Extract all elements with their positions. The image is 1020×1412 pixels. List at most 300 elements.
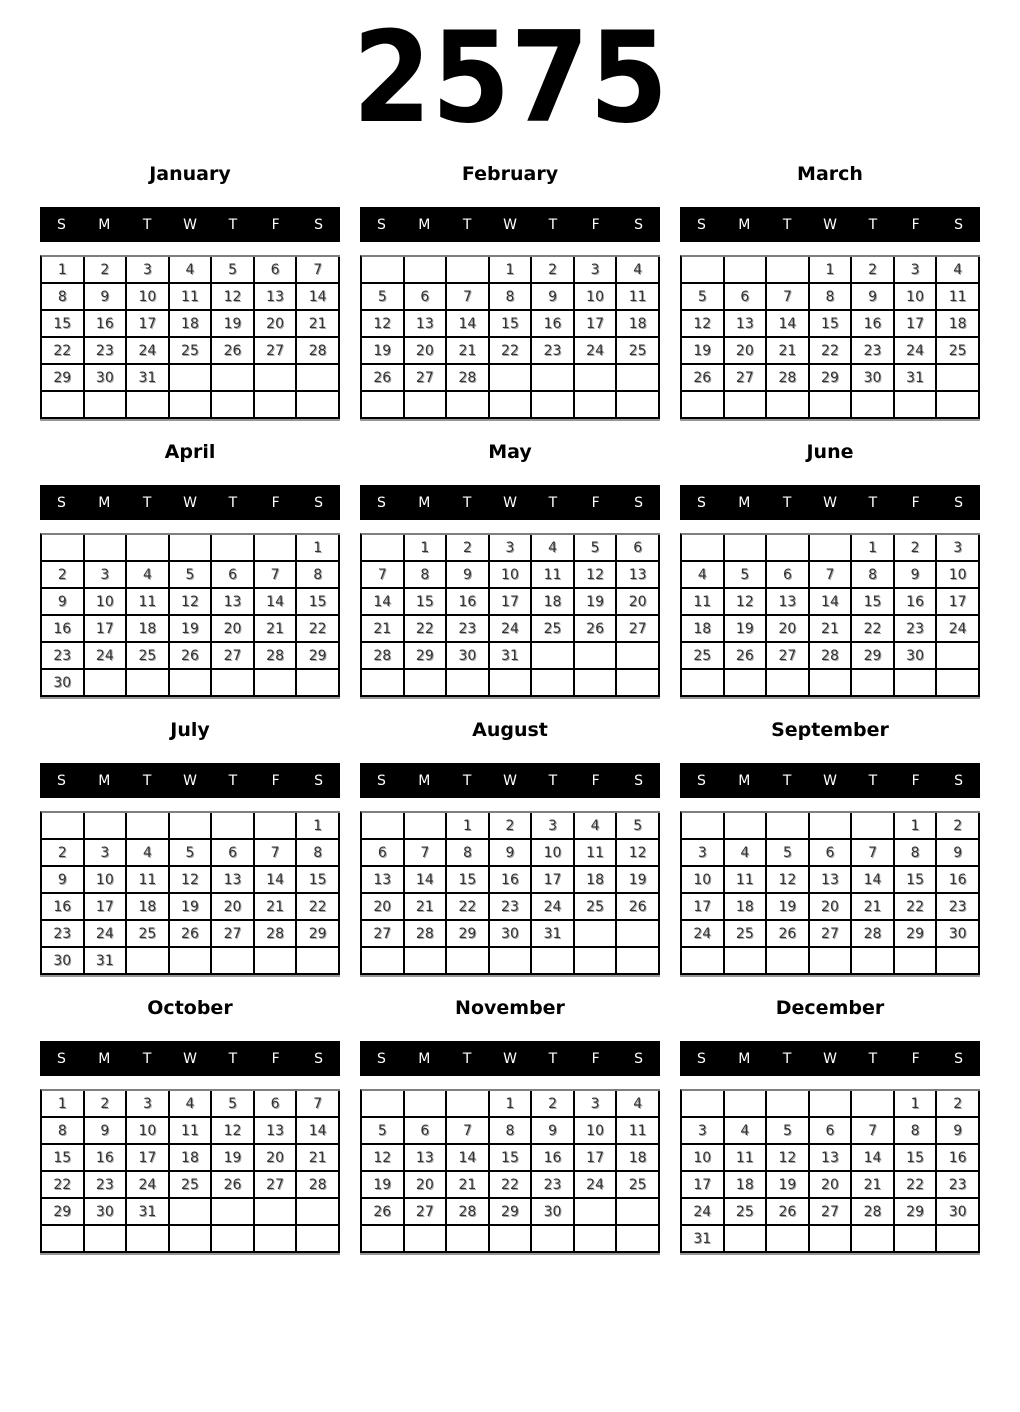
month-title: July bbox=[170, 719, 210, 741]
weekday-header-row bbox=[40, 763, 340, 798]
date-cell: 19 bbox=[767, 1172, 810, 1199]
weekday-label: T bbox=[142, 1050, 152, 1067]
date-cell bbox=[852, 948, 895, 975]
week-row bbox=[362, 840, 660, 867]
date-cell: 18 bbox=[937, 311, 980, 338]
date-cell: 22 bbox=[490, 338, 533, 365]
date-cell bbox=[682, 670, 725, 697]
date-cell bbox=[212, 813, 255, 840]
date-cell: 14 bbox=[852, 1145, 895, 1172]
weekday-label: F bbox=[911, 772, 920, 789]
date-cell bbox=[810, 1226, 853, 1253]
weekday-label: M bbox=[98, 494, 111, 511]
date-cell: 14 bbox=[255, 589, 298, 616]
date-cell bbox=[405, 1226, 448, 1253]
date-cell: 5 bbox=[170, 562, 213, 589]
date-cell: 7 bbox=[852, 840, 895, 867]
date-cell bbox=[127, 392, 170, 419]
date-cell bbox=[42, 813, 85, 840]
date-cell: 24 bbox=[575, 1172, 618, 1199]
date-cell: 20 bbox=[212, 616, 255, 643]
week-row bbox=[42, 1172, 340, 1199]
month-date-grid bbox=[40, 533, 340, 697]
weekday-header-row bbox=[360, 763, 660, 798]
date-cell: 28 bbox=[447, 365, 490, 392]
date-cell: 7 bbox=[362, 562, 405, 589]
date-cell: 24 bbox=[682, 1199, 725, 1226]
date-cell: 31 bbox=[127, 365, 170, 392]
weekday-label: F bbox=[591, 772, 600, 789]
date-cell: 12 bbox=[725, 589, 768, 616]
date-cell: 2 bbox=[895, 535, 938, 562]
date-cell: 23 bbox=[937, 1172, 980, 1199]
date-cell bbox=[85, 1226, 128, 1253]
date-cell bbox=[490, 1226, 533, 1253]
week-row bbox=[42, 338, 340, 365]
date-cell: 1 bbox=[405, 535, 448, 562]
date-cell: 26 bbox=[170, 921, 213, 948]
date-cell bbox=[682, 948, 725, 975]
date-cell bbox=[362, 1091, 405, 1118]
date-cell bbox=[575, 1226, 618, 1253]
date-cell: 5 bbox=[617, 813, 660, 840]
date-cell bbox=[895, 1226, 938, 1253]
date-cell bbox=[852, 1226, 895, 1253]
date-cell bbox=[682, 535, 725, 562]
date-cell: 29 bbox=[810, 365, 853, 392]
date-cell: 1 bbox=[490, 257, 533, 284]
month-calendar bbox=[680, 433, 980, 711]
date-cell bbox=[405, 392, 448, 419]
week-row bbox=[42, 284, 340, 311]
weekday-label: S bbox=[954, 494, 964, 511]
weekday-label: T bbox=[868, 772, 878, 789]
date-cell: 6 bbox=[810, 840, 853, 867]
date-cell bbox=[617, 392, 660, 419]
date-cell: 19 bbox=[617, 867, 660, 894]
month-calendar bbox=[40, 711, 340, 989]
date-cell: 8 bbox=[490, 284, 533, 311]
date-cell: 15 bbox=[42, 1145, 85, 1172]
weekday-label: F bbox=[911, 494, 920, 511]
date-cell: 23 bbox=[447, 616, 490, 643]
date-cell: 1 bbox=[852, 535, 895, 562]
week-row bbox=[362, 535, 660, 562]
date-cell: 20 bbox=[255, 311, 298, 338]
date-cell bbox=[362, 948, 405, 975]
weekday-header-row bbox=[360, 207, 660, 242]
weekday-label: T bbox=[462, 1050, 472, 1067]
month-date-grid bbox=[680, 811, 980, 975]
date-cell bbox=[212, 948, 255, 975]
weekday-header-row bbox=[680, 763, 980, 798]
date-cell bbox=[575, 365, 618, 392]
date-cell: 7 bbox=[255, 562, 298, 589]
date-cell: 30 bbox=[85, 1199, 128, 1226]
date-cell: 20 bbox=[767, 616, 810, 643]
week-row bbox=[682, 392, 980, 419]
date-cell: 2 bbox=[42, 840, 85, 867]
date-cell: 26 bbox=[767, 921, 810, 948]
date-cell: 28 bbox=[810, 643, 853, 670]
date-cell: 16 bbox=[895, 589, 938, 616]
week-row bbox=[362, 813, 660, 840]
date-cell bbox=[212, 1226, 255, 1253]
weekday-label: F bbox=[271, 216, 280, 233]
month-title: June bbox=[806, 441, 854, 463]
date-cell bbox=[405, 813, 448, 840]
week-row bbox=[682, 562, 980, 589]
date-cell: 1 bbox=[810, 257, 853, 284]
date-cell bbox=[85, 535, 128, 562]
date-cell bbox=[767, 535, 810, 562]
date-cell: 5 bbox=[575, 535, 618, 562]
date-cell: 8 bbox=[297, 562, 340, 589]
date-cell bbox=[447, 257, 490, 284]
date-cell: 4 bbox=[725, 1118, 768, 1145]
week-row bbox=[682, 894, 980, 921]
date-cell bbox=[810, 670, 853, 697]
date-cell bbox=[617, 948, 660, 975]
weekday-label: T bbox=[868, 216, 878, 233]
date-cell: 13 bbox=[405, 1145, 448, 1172]
date-cell: 31 bbox=[127, 1199, 170, 1226]
week-row bbox=[362, 338, 660, 365]
date-cell bbox=[575, 948, 618, 975]
week-row bbox=[362, 1118, 660, 1145]
date-cell: 19 bbox=[362, 1172, 405, 1199]
date-cell bbox=[212, 535, 255, 562]
date-cell: 28 bbox=[362, 643, 405, 670]
date-cell: 29 bbox=[297, 921, 340, 948]
date-cell: 5 bbox=[170, 840, 213, 867]
date-cell: 6 bbox=[362, 840, 405, 867]
date-cell bbox=[170, 365, 213, 392]
week-row bbox=[362, 643, 660, 670]
date-cell: 21 bbox=[447, 1172, 490, 1199]
week-row bbox=[362, 894, 660, 921]
date-cell: 2 bbox=[490, 813, 533, 840]
date-cell bbox=[575, 392, 618, 419]
weekday-label: S bbox=[376, 216, 386, 233]
date-cell: 8 bbox=[42, 1118, 85, 1145]
date-cell bbox=[575, 921, 618, 948]
month-date-grid bbox=[680, 255, 980, 419]
date-cell: 21 bbox=[852, 894, 895, 921]
date-cell: 25 bbox=[170, 338, 213, 365]
week-row bbox=[42, 921, 340, 948]
date-cell: 22 bbox=[490, 1172, 533, 1199]
weekday-label: W bbox=[823, 772, 837, 789]
date-cell bbox=[255, 1199, 298, 1226]
week-row bbox=[682, 643, 980, 670]
month-title: December bbox=[775, 997, 885, 1019]
month-calendar bbox=[360, 433, 660, 711]
date-cell: 10 bbox=[85, 589, 128, 616]
date-cell bbox=[297, 670, 340, 697]
week-row bbox=[42, 616, 340, 643]
date-cell: 10 bbox=[85, 867, 128, 894]
week-row bbox=[682, 257, 980, 284]
weekday-label: W bbox=[183, 494, 197, 511]
date-cell: 9 bbox=[85, 284, 128, 311]
date-cell bbox=[725, 813, 768, 840]
week-row bbox=[42, 1226, 340, 1253]
date-cell: 9 bbox=[937, 840, 980, 867]
week-row bbox=[42, 392, 340, 419]
date-cell bbox=[532, 1226, 575, 1253]
date-cell: 4 bbox=[170, 1091, 213, 1118]
date-cell: 2 bbox=[447, 535, 490, 562]
week-row bbox=[682, 616, 980, 643]
week-row bbox=[362, 392, 660, 419]
date-cell bbox=[725, 1226, 768, 1253]
weekday-label: T bbox=[228, 494, 238, 511]
weekday-label: F bbox=[271, 772, 280, 789]
date-cell: 11 bbox=[725, 867, 768, 894]
date-cell bbox=[810, 948, 853, 975]
date-cell: 11 bbox=[617, 284, 660, 311]
week-row bbox=[362, 1172, 660, 1199]
weekday-label: S bbox=[696, 494, 706, 511]
week-row bbox=[42, 670, 340, 697]
date-cell: 29 bbox=[42, 1199, 85, 1226]
date-cell: 6 bbox=[255, 257, 298, 284]
date-cell bbox=[725, 948, 768, 975]
week-row bbox=[42, 311, 340, 338]
date-cell: 23 bbox=[895, 616, 938, 643]
date-cell: 23 bbox=[937, 894, 980, 921]
date-cell bbox=[212, 670, 255, 697]
date-cell: 15 bbox=[895, 1145, 938, 1172]
date-cell: 30 bbox=[42, 948, 85, 975]
date-cell: 28 bbox=[852, 1199, 895, 1226]
date-cell bbox=[532, 365, 575, 392]
week-row bbox=[682, 338, 980, 365]
date-cell: 11 bbox=[170, 1118, 213, 1145]
weekday-label: M bbox=[418, 1050, 431, 1067]
date-cell: 10 bbox=[127, 1118, 170, 1145]
date-cell: 2 bbox=[937, 1091, 980, 1118]
date-cell: 12 bbox=[767, 867, 810, 894]
weekday-label: S bbox=[696, 216, 706, 233]
date-cell: 17 bbox=[490, 589, 533, 616]
date-cell: 25 bbox=[575, 894, 618, 921]
weekday-header-row bbox=[680, 207, 980, 242]
date-cell: 16 bbox=[852, 311, 895, 338]
week-row bbox=[362, 365, 660, 392]
date-cell: 13 bbox=[255, 1118, 298, 1145]
date-cell: 5 bbox=[767, 1118, 810, 1145]
month-title: August bbox=[472, 719, 548, 741]
weekday-label: S bbox=[376, 494, 386, 511]
date-cell: 30 bbox=[447, 643, 490, 670]
date-cell: 3 bbox=[127, 257, 170, 284]
weekday-label: T bbox=[228, 1050, 238, 1067]
weekday-label: S bbox=[696, 1050, 706, 1067]
date-cell bbox=[937, 1226, 980, 1253]
date-cell: 1 bbox=[895, 813, 938, 840]
date-cell: 13 bbox=[810, 867, 853, 894]
date-cell: 8 bbox=[405, 562, 448, 589]
date-cell bbox=[725, 670, 768, 697]
date-cell bbox=[852, 670, 895, 697]
weekday-label: F bbox=[591, 216, 600, 233]
date-cell: 4 bbox=[170, 257, 213, 284]
date-cell bbox=[447, 1091, 490, 1118]
date-cell bbox=[255, 948, 298, 975]
date-cell: 21 bbox=[362, 616, 405, 643]
date-cell: 9 bbox=[937, 1118, 980, 1145]
week-row bbox=[682, 840, 980, 867]
date-cell bbox=[490, 948, 533, 975]
date-cell: 25 bbox=[937, 338, 980, 365]
date-cell: 13 bbox=[255, 284, 298, 311]
date-cell: 21 bbox=[447, 338, 490, 365]
date-cell: 8 bbox=[895, 840, 938, 867]
weekday-label: T bbox=[142, 494, 152, 511]
date-cell bbox=[127, 1226, 170, 1253]
date-cell: 2 bbox=[937, 813, 980, 840]
date-cell: 12 bbox=[170, 589, 213, 616]
date-cell bbox=[170, 392, 213, 419]
date-cell: 19 bbox=[170, 616, 213, 643]
date-cell: 27 bbox=[405, 1199, 448, 1226]
date-cell: 13 bbox=[362, 867, 405, 894]
week-row bbox=[42, 813, 340, 840]
date-cell: 3 bbox=[127, 1091, 170, 1118]
date-cell: 4 bbox=[575, 813, 618, 840]
date-cell: 19 bbox=[575, 589, 618, 616]
date-cell: 31 bbox=[682, 1226, 725, 1253]
date-cell bbox=[617, 1226, 660, 1253]
date-cell: 17 bbox=[85, 894, 128, 921]
date-cell: 24 bbox=[127, 1172, 170, 1199]
date-cell: 29 bbox=[297, 643, 340, 670]
date-cell: 9 bbox=[42, 867, 85, 894]
weekday-label: S bbox=[314, 772, 324, 789]
date-cell: 25 bbox=[725, 1199, 768, 1226]
date-cell: 24 bbox=[682, 921, 725, 948]
date-cell: 3 bbox=[85, 562, 128, 589]
weekday-label: M bbox=[738, 772, 751, 789]
date-cell: 30 bbox=[937, 921, 980, 948]
date-cell: 16 bbox=[937, 867, 980, 894]
date-cell: 5 bbox=[767, 840, 810, 867]
month-calendar bbox=[680, 711, 980, 989]
week-row bbox=[362, 311, 660, 338]
week-row bbox=[362, 1199, 660, 1226]
date-cell: 10 bbox=[490, 562, 533, 589]
date-cell bbox=[725, 535, 768, 562]
date-cell: 7 bbox=[447, 1118, 490, 1145]
date-cell bbox=[170, 948, 213, 975]
week-row bbox=[42, 1091, 340, 1118]
weekday-label: S bbox=[56, 1050, 66, 1067]
date-cell bbox=[297, 392, 340, 419]
date-cell: 13 bbox=[212, 867, 255, 894]
date-cell: 3 bbox=[532, 813, 575, 840]
month-calendar bbox=[40, 989, 340, 1267]
weekday-header-row bbox=[360, 485, 660, 520]
week-row bbox=[42, 562, 340, 589]
weekday-label: S bbox=[954, 1050, 964, 1067]
month-date-grid bbox=[40, 811, 340, 975]
date-cell: 8 bbox=[447, 840, 490, 867]
weekday-label: M bbox=[418, 216, 431, 233]
date-cell: 11 bbox=[937, 284, 980, 311]
date-cell: 27 bbox=[362, 921, 405, 948]
date-cell: 27 bbox=[810, 921, 853, 948]
date-cell: 14 bbox=[405, 867, 448, 894]
weekday-label: F bbox=[591, 1050, 600, 1067]
months-grid bbox=[40, 155, 980, 1267]
date-cell: 20 bbox=[405, 338, 448, 365]
date-cell: 27 bbox=[212, 643, 255, 670]
week-row bbox=[362, 257, 660, 284]
date-cell: 6 bbox=[405, 1118, 448, 1145]
weekday-label: S bbox=[56, 216, 66, 233]
week-row bbox=[42, 643, 340, 670]
date-cell: 31 bbox=[85, 948, 128, 975]
date-cell bbox=[725, 392, 768, 419]
date-cell: 12 bbox=[212, 284, 255, 311]
weekday-label: S bbox=[56, 772, 66, 789]
date-cell: 1 bbox=[490, 1091, 533, 1118]
date-cell: 8 bbox=[490, 1118, 533, 1145]
week-row bbox=[682, 1145, 980, 1172]
week-row bbox=[42, 589, 340, 616]
weekday-label: F bbox=[911, 1050, 920, 1067]
date-cell: 7 bbox=[297, 1091, 340, 1118]
weekday-label: T bbox=[868, 1050, 878, 1067]
date-cell: 21 bbox=[767, 338, 810, 365]
date-cell: 24 bbox=[575, 338, 618, 365]
date-cell: 16 bbox=[532, 311, 575, 338]
date-cell: 30 bbox=[937, 1199, 980, 1226]
week-row bbox=[42, 1145, 340, 1172]
date-cell: 29 bbox=[852, 643, 895, 670]
date-cell bbox=[42, 535, 85, 562]
date-cell: 18 bbox=[617, 1145, 660, 1172]
date-cell: 16 bbox=[42, 616, 85, 643]
date-cell: 11 bbox=[532, 562, 575, 589]
date-cell: 5 bbox=[212, 257, 255, 284]
week-row bbox=[362, 284, 660, 311]
weekday-label: T bbox=[782, 216, 792, 233]
week-row bbox=[682, 1199, 980, 1226]
weekday-label: W bbox=[183, 216, 197, 233]
date-cell: 2 bbox=[852, 257, 895, 284]
date-cell: 16 bbox=[490, 867, 533, 894]
week-row bbox=[362, 1145, 660, 1172]
date-cell bbox=[362, 392, 405, 419]
week-row bbox=[42, 894, 340, 921]
date-cell: 7 bbox=[405, 840, 448, 867]
date-cell: 4 bbox=[532, 535, 575, 562]
week-row bbox=[682, 867, 980, 894]
date-cell: 13 bbox=[405, 311, 448, 338]
date-cell: 26 bbox=[617, 894, 660, 921]
date-cell: 22 bbox=[297, 894, 340, 921]
date-cell: 2 bbox=[532, 1091, 575, 1118]
date-cell: 27 bbox=[767, 643, 810, 670]
date-cell: 15 bbox=[852, 589, 895, 616]
week-row bbox=[362, 921, 660, 948]
date-cell: 11 bbox=[127, 867, 170, 894]
date-cell: 2 bbox=[532, 257, 575, 284]
weekday-label: T bbox=[462, 772, 472, 789]
